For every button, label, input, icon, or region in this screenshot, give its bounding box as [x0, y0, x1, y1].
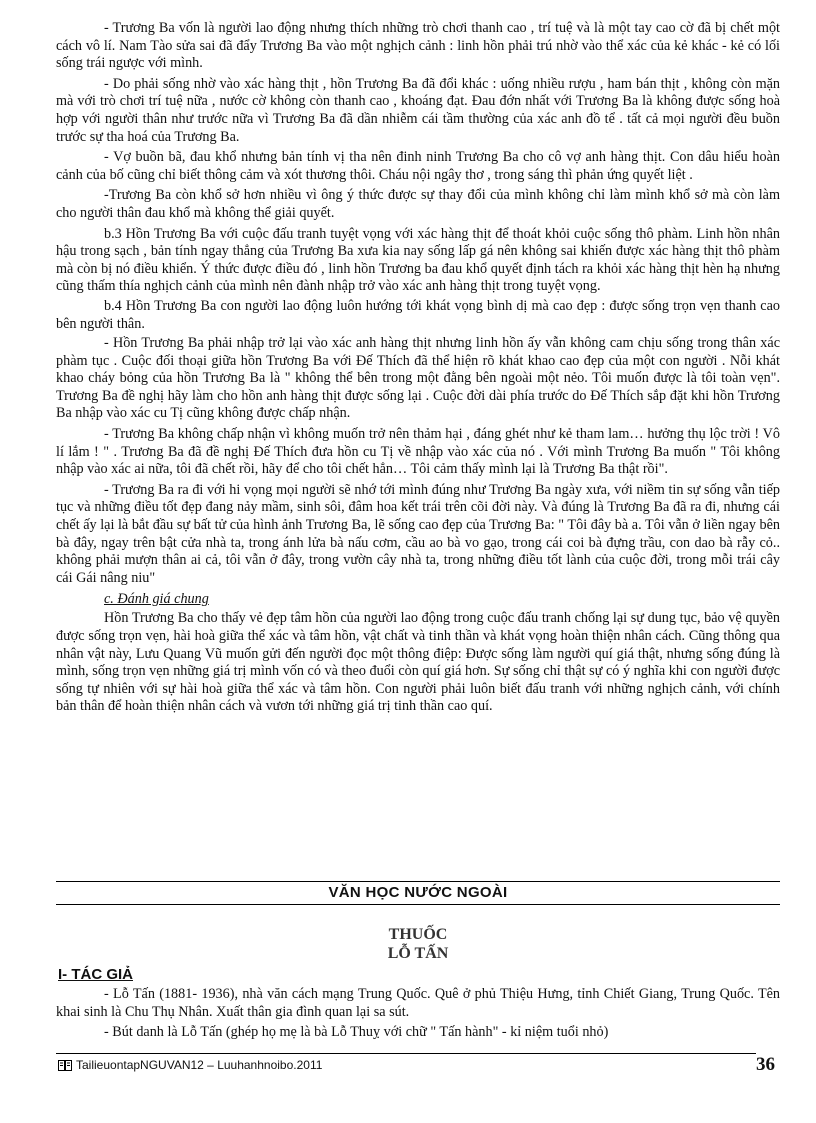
author-heading: I- TÁC GIẢ [58, 966, 133, 983]
main-text [56, 20, 780, 719]
paragraph-b4: b.4 Hồn Trương Ba con người lao động luôn hướng tới khát vọng bình dị mà cao đẹp : được sống trọn vẹn thanh cao bên người thân. [56, 297, 780, 332]
section-rule-bottom [56, 904, 780, 905]
paragraph-b3: b.3 Hồn Trương Ba với cuộc đấu tranh tuyệt vọng với xác hàng thịt để thoát khỏi cuộc sống thô phàm. Linh hồn nhân hậu trong sạch , bản tính ngay thẳng của Trương Ba xưa kia nay sống lấp gá nên không sai khiến được xác hàng thịt thô phàm mà còn bị nó điều khiển. Ý thức được điều đó , linh hồn Trương ba đau khổ quyết định tách ra khỏi xác hàng thịt hèn hạ nhưng cũng thấm thía nghịch cảnh của mình nên đành nhập trở vào xác anh hàng thịt trong tuyệt vọng. [56, 225, 780, 295]
author-section [56, 986, 780, 1045]
footer-source [58, 1058, 322, 1072]
paragraph-6: - Trương Ba không chấp nhận vì không muốn trở nên thảm hại , đáng ghét như kẻ tham lam… hưởng thụ lộc trời ! Vô lí lắm ! " . Trương Ba đã đề nghị Đế Thích đưa hồn cu Tị về nhập vào xác của nó . Với mình Trương Ba muốn " Tôi không nhập vào xác ai nữa, tôi đã chết rồi, hãy để cho tôi chết hẳn… Tôi cảm thấy mình lại là Trương Ba thật rồi". [56, 426, 780, 478]
paragraph-3: - Vợ buồn bã, đau khổ nhưng bản tính vị tha nên đinh ninh Trương Ba cho cô vợ anh hàng thịt. Con dâu hiểu hoàn cảnh của bố cũng chỉ biết thông cảm và xót thương thôi. Cháu nội ngây thơ , trong sáng thì phản ứng quyết liệt . [56, 149, 780, 183]
paragraph-7: - Trương Ba ra đi với hi vọng mọi người sẽ nhớ tới mình đúng như Trương Ba ngày xưa, với niềm tin sự sống vẫn tiếp tục và những điều tốt đẹp đang nảy mầm, sinh sôi, đâm hoa kết trái trên cõi đời này. Và đúng là Trương Ba đã ra đi, nhưng cái chết ấy lại là bắt đầu sự bất tử của hình ảnh Trương Ba, lẽ sống cao đẹp của Trương Ba: " Tôi đây bà a. Tôi vẫn ở liền ngay bên bà đây, ngay trên bật cửa nhà ta, trong ánh lửa bà nấu cơm, cầu ao bà vo gạo, trong cái coi bà đựng trầu, con dao bà rẫy cỏ.. không phải mượn thân ai cả, tôi vẫn ở đây, trong vườn cây nhà ta, trong những điều tốt lành của cuộc đời, trong mỗi trái cây cái Gái nâng niu" [56, 481, 780, 586]
footer-source-text: TailieuontapNGUVAN12 – Luuhanhnoibo.2011 [76, 1058, 323, 1072]
section-title: VĂN HỌC NƯỚC NGOÀI [328, 884, 508, 901]
section-rule-top [56, 881, 780, 882]
work-author: LỖ TẤN [387, 945, 449, 962]
author-line-2: - Bút danh là Lỗ Tấn (ghép họ mẹ là bà Lỗ Thuỵ với chữ " Tấn hành" - kỉ niệm tuổi nhỏ) [104, 1024, 609, 1041]
author-line-1: - Lỗ Tấn (1881- 1936), nhà văn cách mạng Trung Quốc. Quê ở phủ Thiệu Hưng, tỉnh Chiết Giang, Trung Quốc. Tên khai sinh là Chu Thụ Nhân. Xuất thân gia đình quan lại sa sút. [56, 986, 780, 1020]
page-number: 36 [756, 1054, 775, 1075]
evaluation-text: Hồn Trương Ba cho thấy vẻ đẹp tâm hồn của người lao động trong cuộc đấu tranh chống lại sự dung tục, bảo vệ quyền được sống trọn vẹn, hài hoà giữa thể xác và tâm hồn, vật chất và tinh thần và khát vọng hoàn thiện nhân cách. Cũng thông qua nhân vật này, Lưu Quang Vũ muốn gửi đến người đọc một thông điệp: Được sống làm người quí giá thật, nhưng sống đúng là mình, sống trọn vẹn những giá trị mình vốn có và theo đuổi còn quí giá hơn. Sự sống chỉ thật sự có ý nghĩa khi con người được sống tự nhiên với sự hài hoà giữa thể xác và tâm hồn. Con người phải luôn biết đấu tranh với những nghịch cảnh, với chính bản thân để hoàn thiện nhân cách và vươn tới những giá trị tinh thần cao quí. [56, 610, 780, 715]
paragraph-5: - Hồn Trương Ba phải nhập trở lại vào xác anh hàng thịt nhưng linh hồn ấy vẫn không cam chịu sống trong thân xác phàm tục . Cuộc đối thoại giữa hồn Trương Ba với Đế Thích đã thể hiện rõ khát khao cao đẹp của một con người . Nỗi khát khao cháy bỏng của hồn Trương Ba là " không thể bên trong một đằng bên ngoài một nẻo. Tôi muốn được là tôi toàn vẹn". Trương Ba đề nghị hãy làm cho hồn anh hàng thịt được sống lại . Cuộc đời dài phía trước do Đế Thích sắp đặt khi hồn Trương Ba nhập vào xác cu Tị cũng không được chấp nhận. [56, 335, 780, 422]
paragraph-1: - Trương Ba vốn là người lao động nhưng thích những trò chơi thanh cao , trí tuệ và là một tay cao cờ đã bị chết một cách vô lí. Nam Tào sửa sai đã đẩy Trương Ba vào một nghịch cảnh : linh hồn phải trú nhờ vào thể xác của kẻ khác - kẻ có lối sống trái ngược với mình. [56, 20, 780, 72]
evaluation-heading: c. Đánh giá chung [104, 591, 209, 608]
paragraph-2: - Do phải sống nhờ vào xác hàng thịt , hồn Trương Ba đã đổi khác : uống nhiều rượu , ham bán thịt , không còn mặn mà với trò chơi trí tuệ nữa , nước cờ không còn thanh cao , khoáng đạt. Đau đớn nhất với Trương Ba là không được sống hoà hợp với người thân như trước nữa vì Trương Ba đã dần nhiễm cái tầm thường của xác anh đồ tể . tất cả mọi người đều buồn trước sự tha hoá của Trương Ba. [56, 75, 780, 145]
work-title: THUỐC [388, 926, 448, 943]
footer-rule [56, 1053, 756, 1054]
paragraph-4: -Trương Ba còn khổ sở hơn nhiều vì ông ý thức được sự thay đổi của mình không chỉ làm mình khổ sở mà còn làm cho người thân đau khổ mà không thể giải quyết. [56, 187, 780, 221]
book-icon [58, 1060, 72, 1071]
